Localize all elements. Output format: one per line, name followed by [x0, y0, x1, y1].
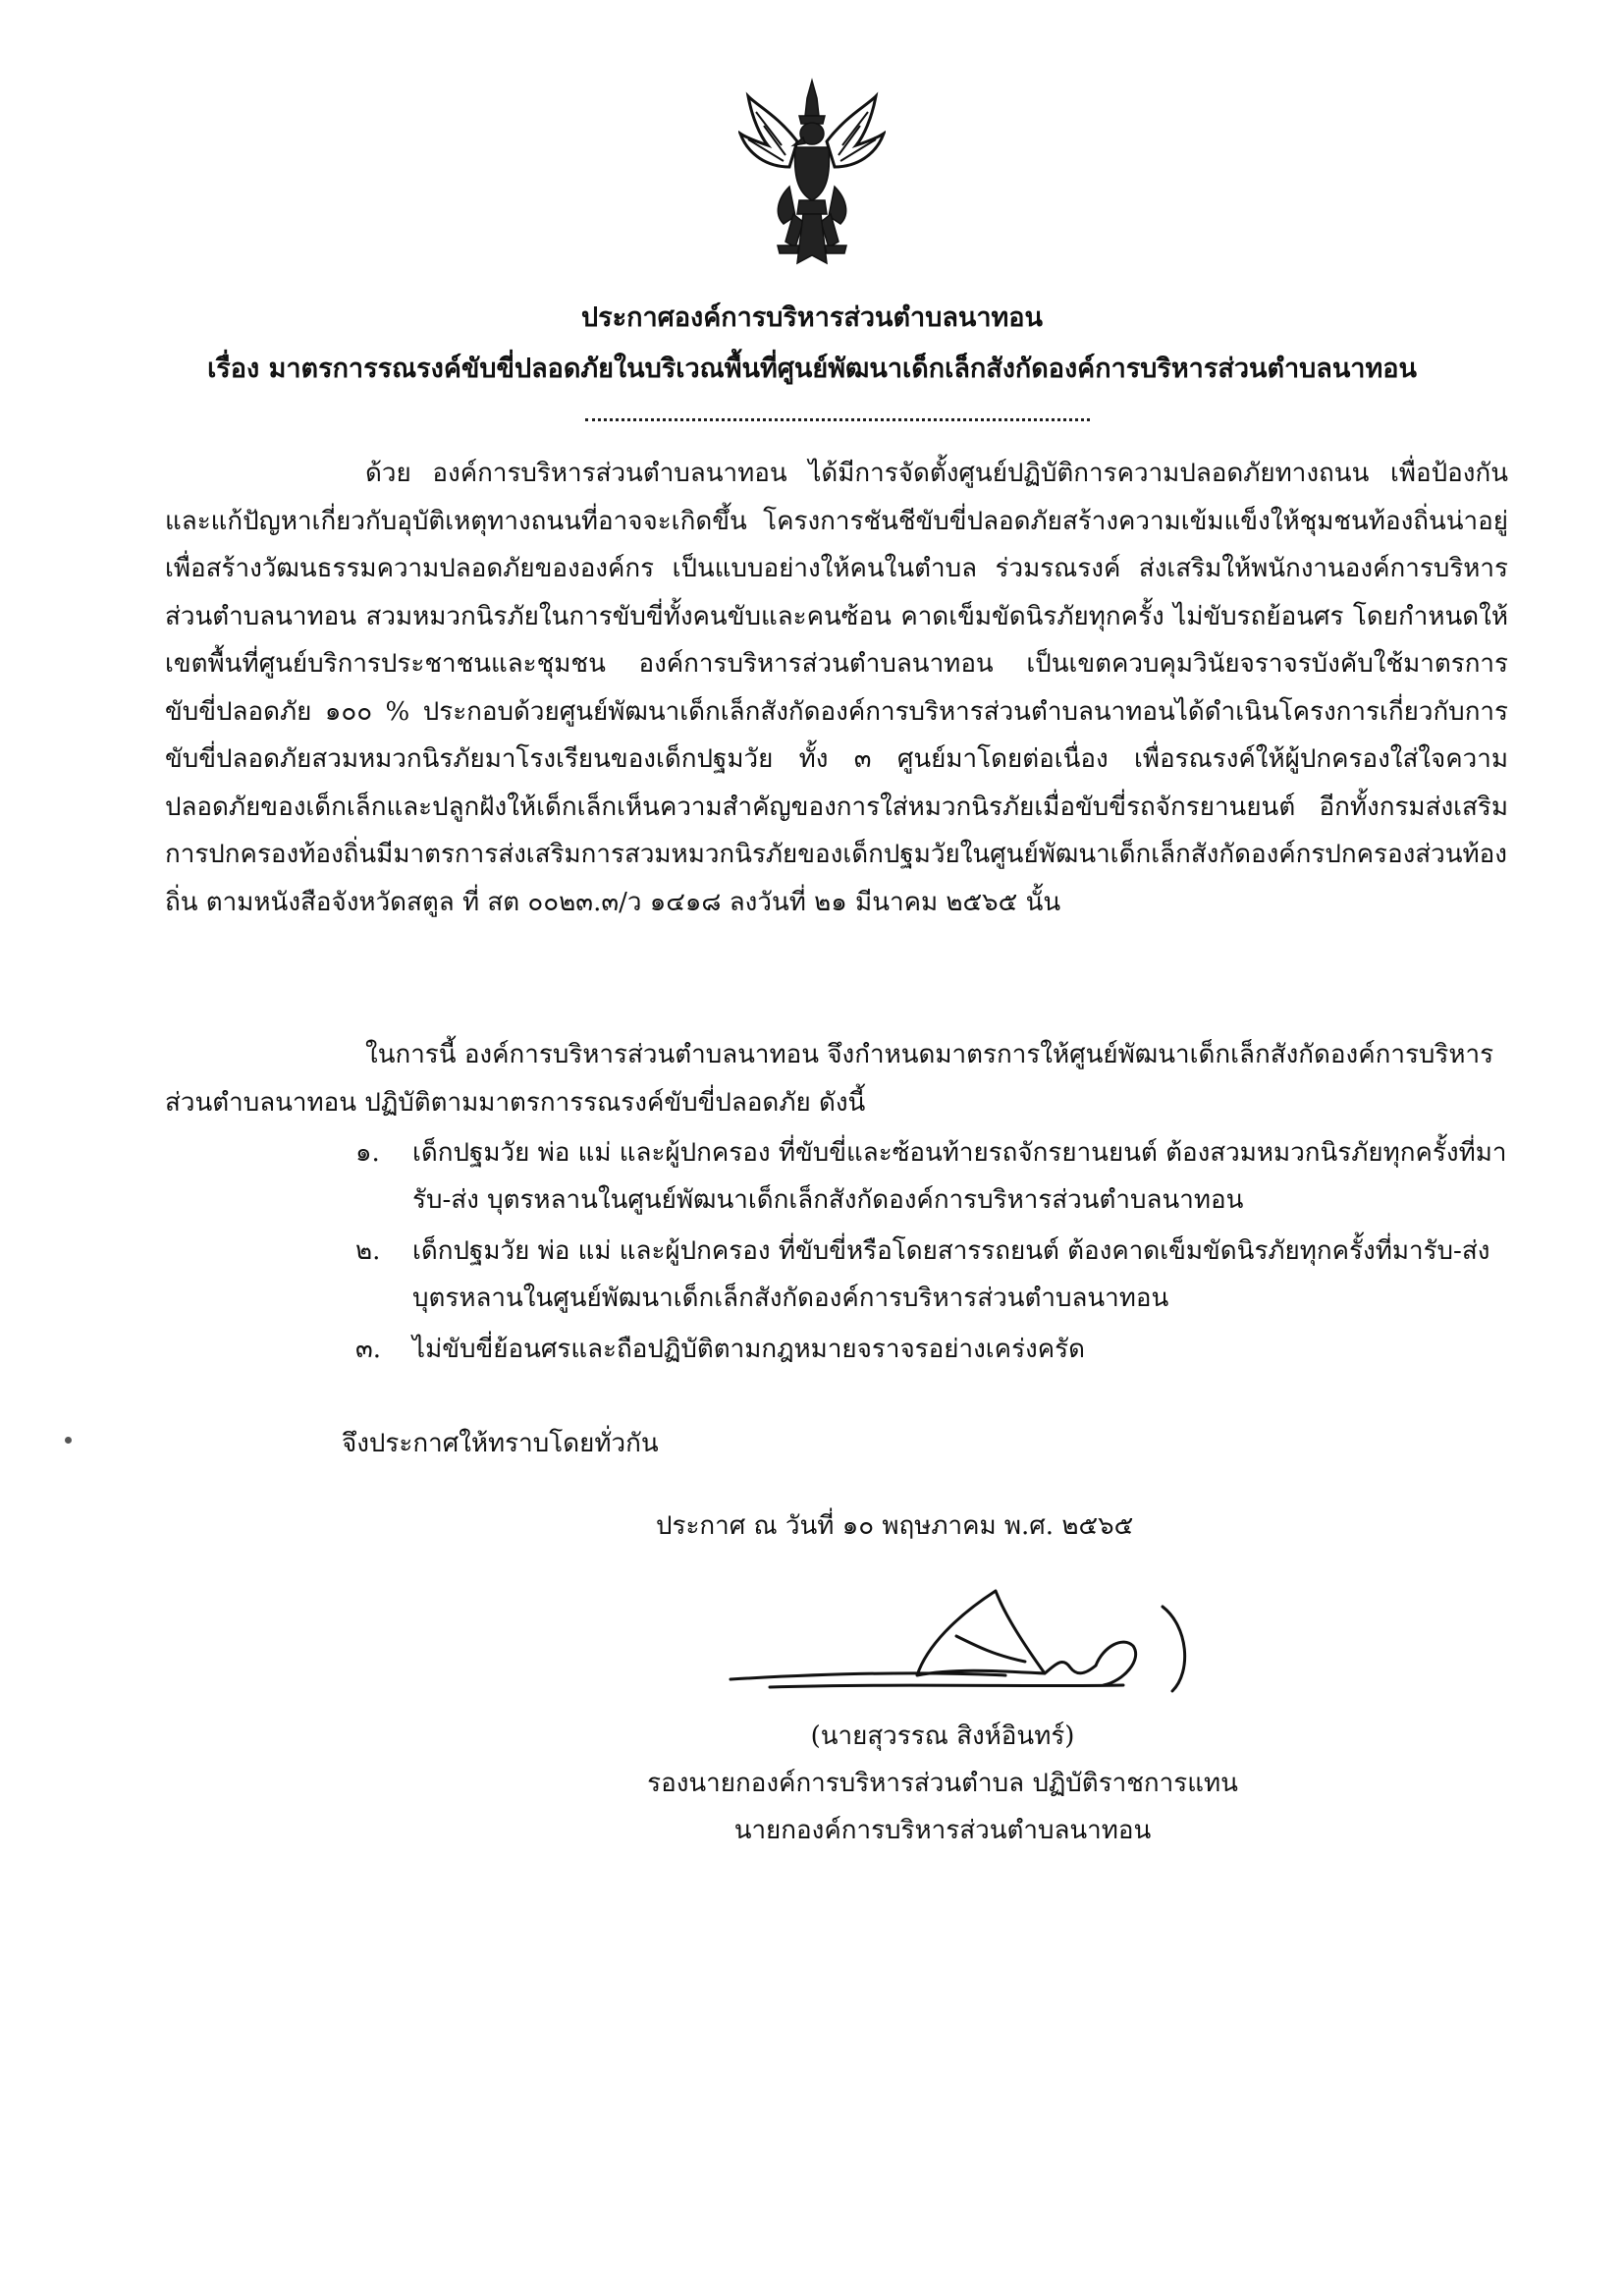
scan-speck: [65, 1437, 72, 1444]
handwritten-signature: [711, 1577, 1241, 1705]
signatory-organization: นายกองค์การบริหารส่วนตำบลนาทอน: [733, 1816, 1152, 1845]
body-paragraph-1: ด้วย องค์การบริหารส่วนตำบลนาทอน ได้มีการจัดตั้งศูนย์ปฏิบัติการความปลอดภัยทางถนน เพื่อป้องกันและแก้ปัญหาเกี่ยวกับอุบัติเหตุทางถนนที่อาจจะเกิดขึ้น โครงการชันชีขับขี่ปลอดภัยสร้างความเข้มแข็งให้ชุมชนท้องถิ่นน่าอยู่ เพื่อสร้างวัฒนธรรมความปลอดภัยขององค์กร เป็นแบบอย่างให้คนในตำบล ร่วมรณรงค์ ส่งเสริมให้พนักงานองค์การบริหารส่วนตำบลนาทอน สวมหมวกนิรภัยในการขับขี่ทั้งคนขับและคนซ้อน คาดเข็มขัดนิรภัยทุกครั้ง ไม่ขับรถย้อนศร โดยกำหนดให้เขตพื้นที่ศูนย์บริการประชาชนและชุมชน องค์การบริหารส่วนตำบลนาทอน เป็นเขตควบคุมวินัยจราจรบังคับใช้มาตรการขับขี่ปลอดภัย ๑๐๐ % ประกอบด้วยศูนย์พัฒนาเด็กเล็กสังกัดองค์การบริหารส่วนตำบลนาทอนได้ดำเนินโครงการเกี่ยวกับการขับขี่ปลอดภัยสวมหมวกนิรภัยมาโรงเรียนของเด็กปฐมวัย ทั้ง ๓ ศูนย์มาโดยต่อเนื่อง เพื่อรณรงค์ให้ผู้ปกครองใส่ใจความปลอดภัยของเด็กเล็กและปลูกฝังให้เด็กเล็กเห็นความสำคัญของการใส่หมวกนิรภัยเมื่อขับขี่รถจักรยานยนต์ อีกทั้งกรมส่งเสริมการปกครองท้องถิ่นมีมาตรการส่งเสริมการสวมหมวกนิรภัยของเด็กปฐมวัยในศูนย์พัฒนาเด็กเล็กสังกัดองค์กรปกครองส่วนท้องถิ่น ตามหนังสือจังหวัดสตูล ที่ สต ๐๐๒๓.๓/ว ๑๔๑๘ ลงวันที่ ๒๑ มีนาคม ๒๕๖๕ นั้น: [165, 459, 1508, 917]
announcement-title: ประกาศองค์การบริหารส่วนตำบลนาทอน: [581, 302, 1043, 333]
signatory-position: รองนายกองค์การบริหารส่วนตำบล ปฏิบัติราชการแทน: [647, 1769, 1238, 1798]
signatory-name: (นายสุวรรณ สิงห์อินทร์): [810, 1722, 1075, 1751]
list-item-text: ไม่ขับขี่ย้อนศรและถือปฏิบัติตามกฎหมายจราจรอย่างเคร่งครัด: [412, 1335, 1085, 1364]
announcement-subject: เรื่อง มาตรการรณรงค์ขับขี่ปลอดภัยในบริเวณพื้นที่ศูนย์พัฒนาเด็กเล็กสังกัดองค์การบริหารส่วนตำบลนาทอน: [207, 354, 1417, 384]
closing-statement: จึงประกาศให้ทราบโดยทั่วกัน: [342, 1429, 659, 1458]
measures-list: [355, 1129, 1520, 1377]
list-item: [355, 1326, 1520, 1373]
list-item-number: ๓.: [355, 1335, 382, 1364]
list-item: [355, 1129, 1520, 1224]
dotted-divider: [585, 416, 1090, 421]
list-item-text: เด็กปฐมวัย พ่อ แม่ และผู้ปกครอง ที่ขับขี่และซ้อนท้ายรถจักรยานยนต์ ต้องสวมหมวกนิรภัยทุกครั้งที่มารับ-ส่ง บุตรหลานในศูนย์พัฒนาเด็กเล็กสังกัดองค์การบริหารส่วนตำบลนาทอน: [412, 1138, 1507, 1215]
list-item-number: ๑.: [355, 1138, 380, 1168]
signatory-block: [511, 1713, 1375, 1854]
list-item-text: เด็กปฐมวัย พ่อ แม่ และผู้ปกครอง ที่ขับขี่หรือโดยสารรถยนต์ ต้องคาดเข็มขัดนิรภัยทุกครั้งที่มารับ-ส่ง บุตรหลานในศูนย์พัฒนาเด็กเล็กสังกัดองค์การบริหารส่วนตำบลนาทอน: [412, 1236, 1490, 1313]
list-item-number: ๒.: [355, 1236, 381, 1266]
garuda-emblem: [738, 77, 886, 273]
list-item: [355, 1228, 1520, 1322]
body-paragraph-2: ในการนี้ องค์การบริหารส่วนตำบลนาทอน จึงกำหนดมาตรการให้ศูนย์พัฒนาเด็กเล็กสังกัดองค์การบริหารส่วนตำบลนาทอน ปฏิบัติตามมาตรการรณรงค์ขับขี่ปลอดภัย ดังนี้: [165, 1040, 1494, 1118]
announcement-date: ประกาศ ณ วันที่ ๑๐ พฤษภาคม พ.ศ. ๒๕๖๕: [656, 1511, 1134, 1541]
